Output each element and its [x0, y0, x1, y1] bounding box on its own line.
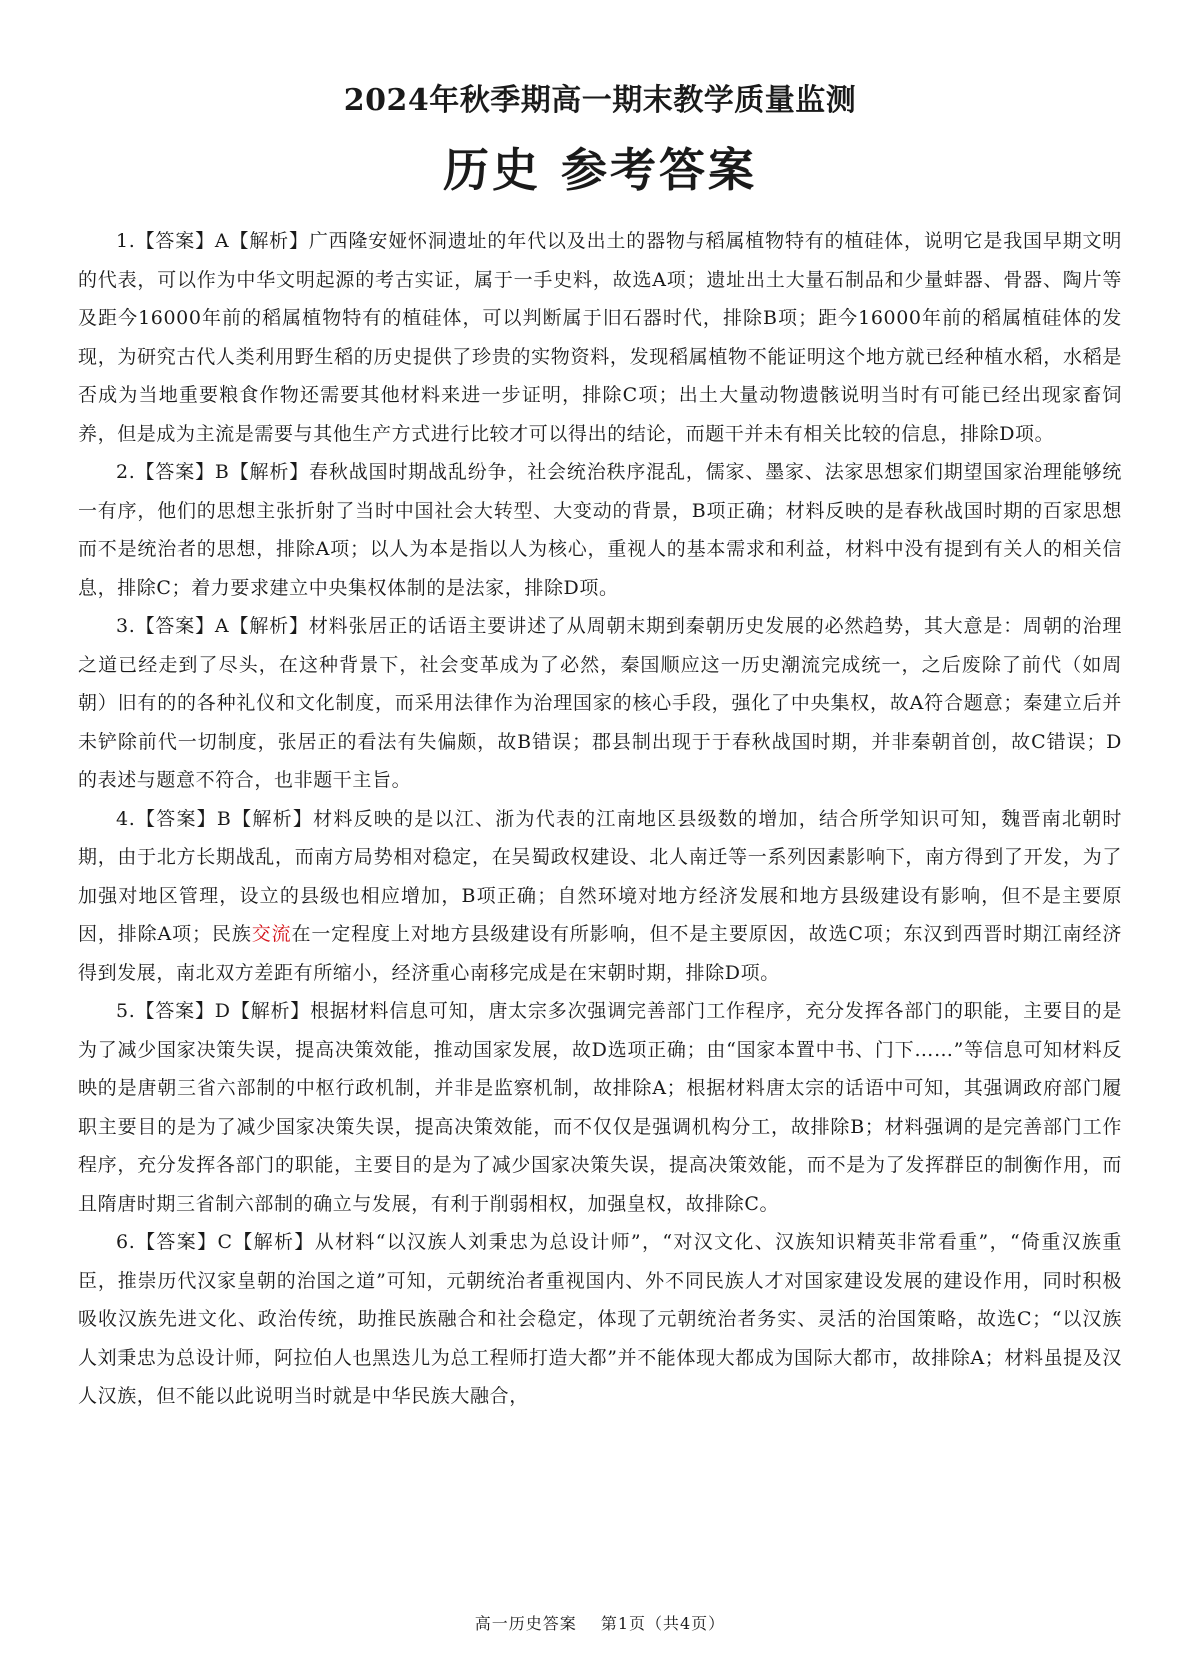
- subtitle-subject: 历史: [443, 143, 541, 197]
- answer-list: [78, 222, 1122, 1416]
- answer-tag: 【答案】: [135, 1231, 218, 1253]
- analysis-tag: 【解析】: [229, 615, 309, 637]
- answer-item-4: [78, 800, 1122, 993]
- page-title: 2024年秋季期高一期末教学质量监测: [343, 83, 857, 118]
- analysis-tag: 【解析】: [232, 1231, 315, 1253]
- answer-item-3: [78, 607, 1122, 800]
- answer-number: 1.: [116, 230, 136, 252]
- analysis-tag: 【解析】: [231, 807, 314, 830]
- answer-number: 2.: [116, 461, 136, 483]
- analysis-text-before: 材料反映的是以江、浙为代表的江南地区县级数的增加，结合所学知识可知，魏晋南北朝时期，由于北方长期战乱，而南方局势相对稳定，在吴蜀政权建设、北人南迁等一系列因素影响下，南方得到了开发，为了加强对地区管理，设立的县级也相应增加，B项正确；自然环境对地方经济发展和地方县级建设有影响，但不是主要原因，排除A项；民族: [78, 807, 1122, 945]
- analysis-text: 材料张居正的话语主要讲述了从周朝末期到秦朝历史发展的必然趋势，其大意是：周朝的治理之道已经走到了尽头，在这种背景下，社会变革成为了必然，秦国顺应这一历史潮流完成统一，之后废除了前代（如周朝）旧有的的各种礼仪和文化制度，而采用法律作为治理国家的核心手段，强化了中央集权，故A符合题意；秦建立后并未铲除前代一切制度，张居正的看法有失偏颇，故B错误；郡县制出现于于春秋战国时期，并非秦朝首创，故C错误；D的表述与题意不符合，也非题干主旨。: [78, 615, 1122, 791]
- answer-choice: C: [217, 1231, 233, 1253]
- answer-number: 6.: [116, 1231, 136, 1253]
- analysis-tag: 【解析】: [229, 230, 309, 252]
- answer-choice: B: [214, 461, 230, 483]
- answer-tag: 【答案】: [135, 1000, 215, 1022]
- answer-item-1: [78, 222, 1122, 453]
- answer-choice: D: [214, 1000, 231, 1022]
- answer-tag: 【答案】: [135, 230, 215, 252]
- answer-number: 5.: [116, 1000, 136, 1022]
- answer-tag: 【答案】: [135, 615, 215, 637]
- analysis-text: 根据材料信息可知，唐太宗多次强调完善部门工作程序，充分发挥各部门的职能，主要目的是为了减少国家决策失误，提高决策效能，推动国家发展，故D选项正确；由“国家本置中书、门下……”等信息可知材料反映的是唐朝三省六部制的中枢行政机制，并非是监察机制，故排除A；根据材料唐太宗的话语中可知，其强调政府部门履职主要目的是为了减少国家决策失误，提高决策效能，而不仅仅是强调机构分工，故排除B；材料强调的是完善部门工作程序，充分发挥各部门的职能，主要目的是为了减少国家决策失误，提高决策效能，而不是为了发挥群臣的制衡作用，而且隋唐时期三省制六部制的确立与发展，有利于削弱相权，加强皇权，故排除C。: [78, 1000, 1123, 1215]
- page-footer: [0, 1612, 1200, 1636]
- analysis-tag: 【解析】: [229, 461, 310, 483]
- highlighted-term: 交流: [251, 923, 292, 945]
- analysis-text: 从材料“以汉族人刘秉忠为总设计师”，“对汉文化、汉族知识精英非常看重”，“倚重汉族重臣，推崇历代汉家皇朝的治国之道”可知，元朝统治者重视国内、外不同民族人才对国家建设发展的建设作用，同时积极吸收汉族先进文化、政治传统，助推民族融合和社会稳定，体现了元朝统治者务实、灵活的治国策略，故选C；“以汉族人刘秉忠为总设计师，阿拉伯人也黑迭儿为总工程师打造大都”并不能体现大都成为国际大都市，故排除A；材料虽提及汉人汉族，但不能以此说明当时就是中华民族大融合，: [78, 1231, 1122, 1407]
- analysis-text-after: 在一定程度上对地方县级建设有所影响，但不是主要原因，故选C项；东汉到西晋时期江南经济得到发展，南北双方差距有所缩小，经济重心南移完成是在宋朝时期，排除D项。: [78, 923, 1123, 984]
- answer-tag: 【答案】: [135, 461, 215, 483]
- analysis-text: 春秋战国时期战乱纷争，社会统治秩序混乱，儒家、墨家、法家思想家们期望国家治理能够统一有序，他们的思想主张折射了当时中国社会大转型、大变动的背景，B项正确；材料反映的是春秋战国时期的百家思想而不是统治者的思想，排除A项；以人为本是指以人为核心，重视人的基本需求和利益，材料中没有提到有关人的相关信息，排除C；着力要求建立中央集权体制的是法家，排除D项。: [78, 461, 1122, 599]
- answer-choice: A: [214, 615, 230, 637]
- footer-doc-name: 高一历史答案: [474, 1614, 577, 1633]
- analysis-tag: 【解析】: [230, 1000, 311, 1022]
- answer-choice: A: [214, 230, 230, 252]
- answer-tag: 【答案】: [135, 807, 217, 830]
- subtitle-doc-type: 参考答案: [561, 143, 757, 197]
- answer-number: 3.: [116, 615, 136, 637]
- answer-choice: B: [216, 807, 232, 830]
- footer-page-info: 第1页（共4页）: [600, 1614, 726, 1633]
- answer-item-2: [78, 453, 1122, 607]
- answer-item-6: [78, 1223, 1122, 1416]
- answer-item-5: [78, 992, 1122, 1223]
- answer-number: 4.: [116, 807, 136, 830]
- page-subtitle: [78, 140, 1122, 200]
- analysis-text: 广西隆安娅怀洞遗址的年代以及出土的器物与稻属植物特有的植硅体，说明它是我国早期文明的代表，可以作为中华文明起源的考古实证，属于一手史料，故选A项；遗址出土大量石制品和少量蚌器、骨器、陶片等及距今16000年前的稻属植物特有的植硅体，可以判断属于旧石器时代，排除B项；距今16000年前的稻属植硅体的发现，为研究古代人类利用野生稻的历史提供了珍贵的实物资料，发现稻属植物不能证明这个地方就已经种植水稻，水稻是否成为当地重要粮食作物还需要其他材料来进一步证明，排除C项；出土大量动物遗骸说明当时有可能已经出现家畜饲养，但是成为主流是需要与其他生产方式进行比较才可以得出的结论，而题干并未有相关比较的信息，排除D项。: [78, 230, 1122, 445]
